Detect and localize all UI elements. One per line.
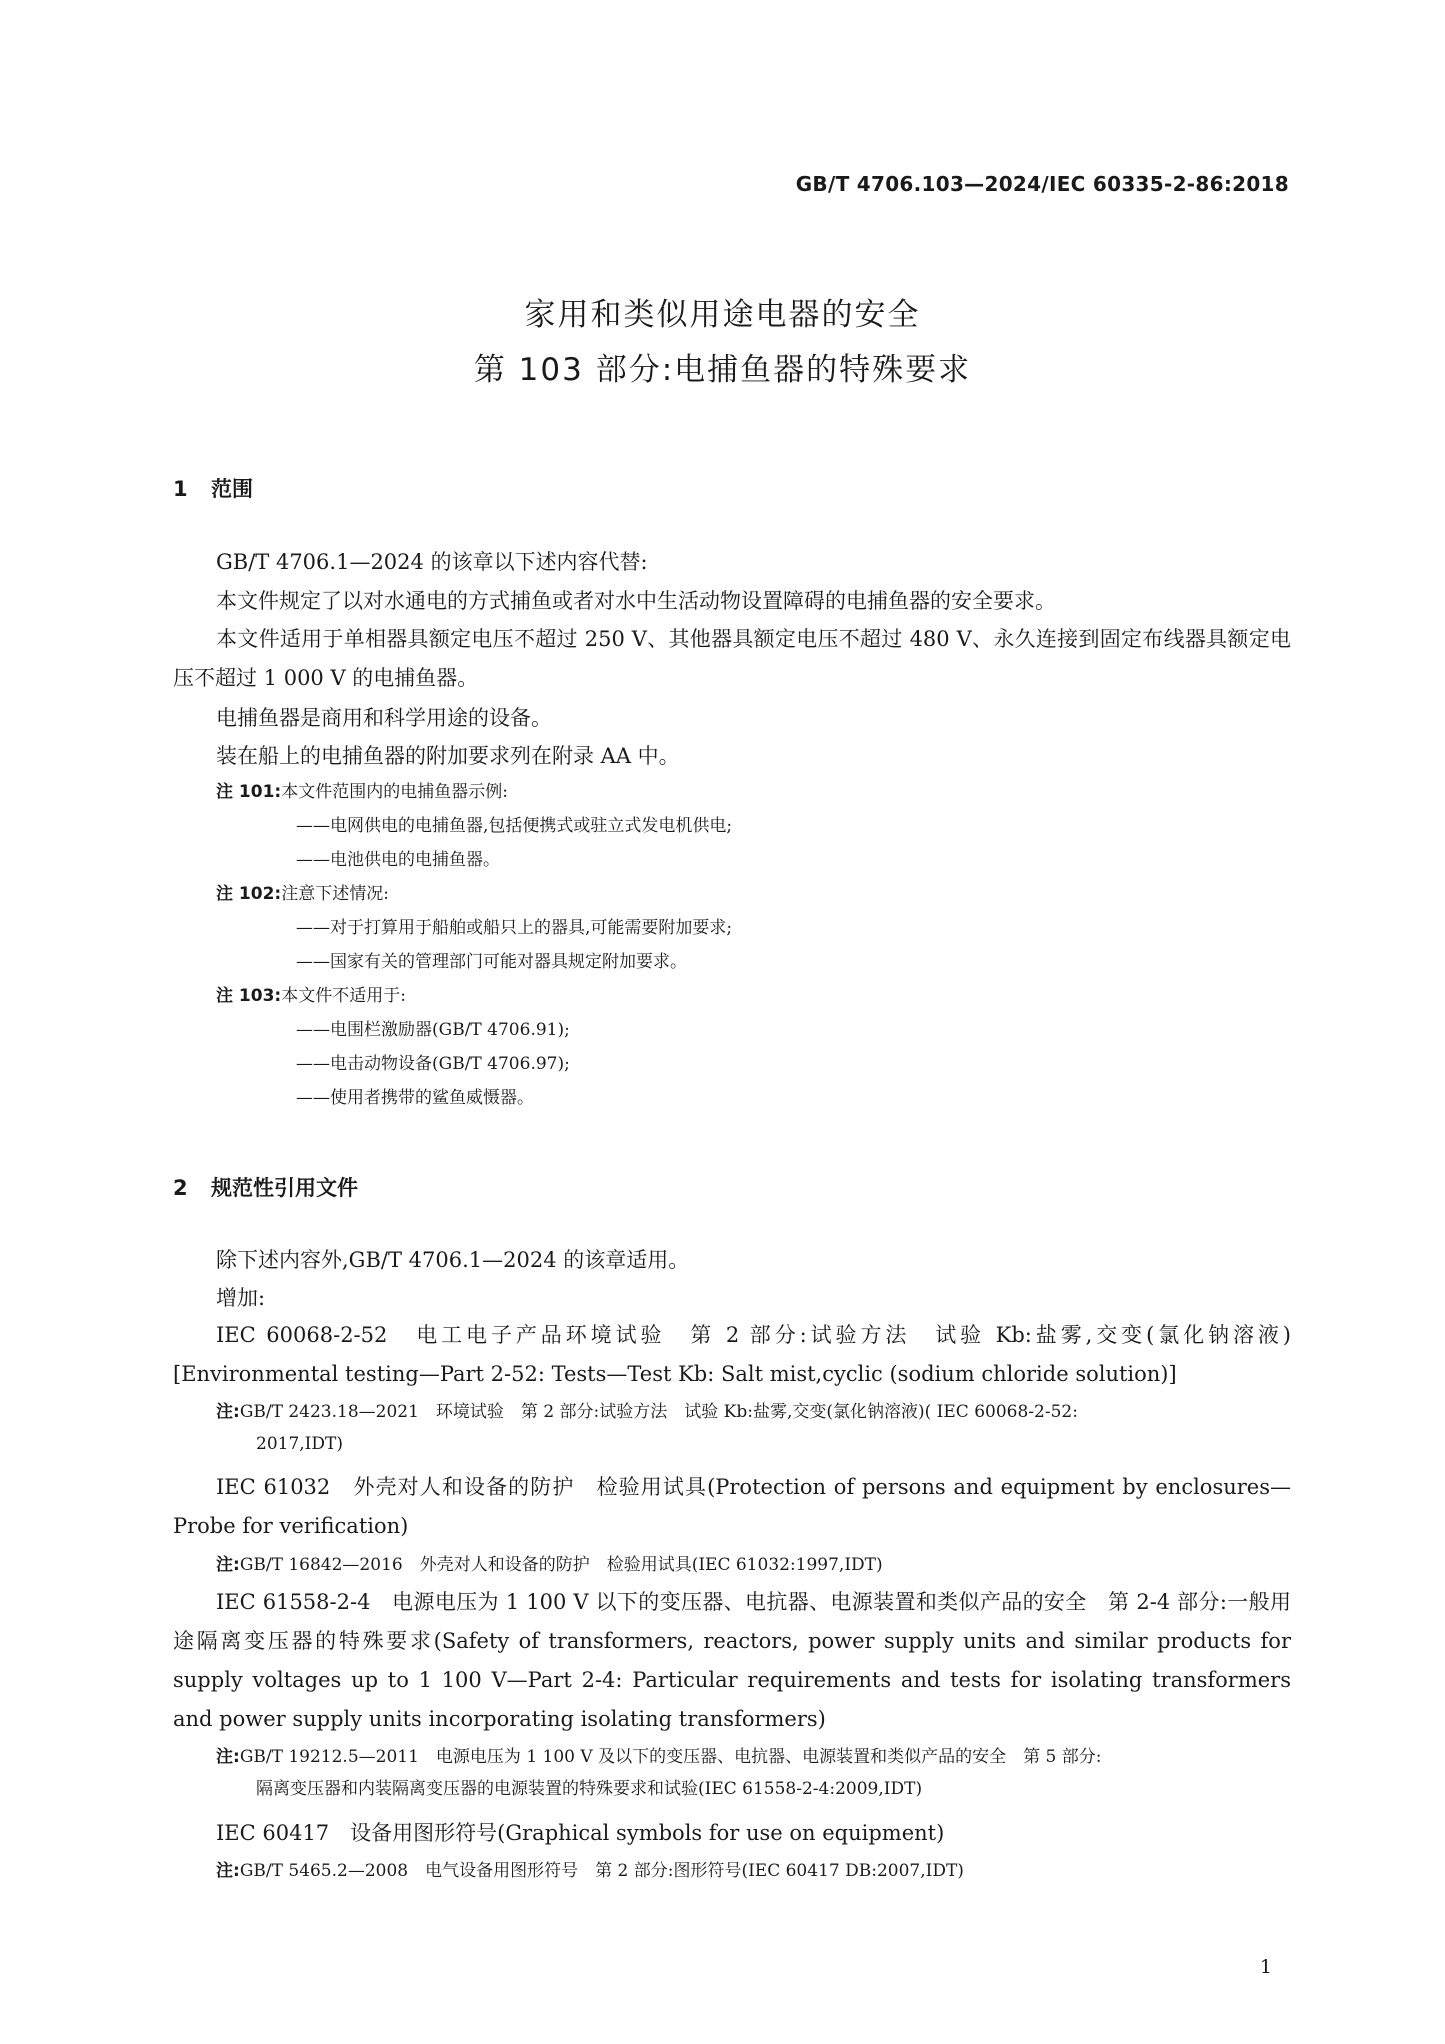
reference-note: [216, 1741, 1291, 1805]
section-title: 规范性引用文件: [211, 1176, 358, 1200]
paragraph: 装在船上的电捕鱼器的附加要求列在附录 AA 中。: [216, 744, 680, 768]
paragraph: 除下述内容外,GB/T 4706.1—2024 的该章适用。: [216, 1248, 690, 1272]
note-label: 注 103:: [216, 986, 282, 1006]
paragraph: 增加:: [216, 1286, 266, 1310]
paragraph: GB/T 4706.1—2024 的该章以下述内容代替:: [216, 550, 648, 574]
note-label: 注:: [216, 1555, 240, 1575]
note-list-item: ——电网供电的电捕鱼器,包括便携式或驻立式发电机供电;: [296, 816, 733, 836]
note-list-item: ——使用者携带的鲨鱼威慑器。: [296, 1088, 534, 1108]
section-title: 范围: [211, 477, 253, 501]
note-list-item: ——对于打算用于船舶或船只上的器具,可能需要附加要求;: [296, 918, 733, 938]
note-list-item: ——电池供电的电捕鱼器。: [296, 850, 500, 870]
standard-code-header: GB/T 4706.103—2024/IEC 60335-2-86:2018: [795, 172, 1289, 196]
note-102: [216, 886, 389, 903]
reference-note: [216, 1396, 1291, 1460]
note-label: 注:: [216, 1402, 240, 1422]
note-text: 注意下述情况:: [281, 884, 389, 904]
reference-note: [216, 1855, 1291, 1887]
document-title-line1: 家用和类似用途电器的安全: [524, 297, 921, 333]
note-label: 注:: [216, 1747, 240, 1767]
reference-entry: IEC 61558-2-4 电源电压为 1 100 V 以下的变压器、电抗器、电源装置和类似产品的安全 第 2-4 部分:一般用途隔离变压器的特殊要求(Safety of transformers, reactors, power supply units and similar products for supply voltages up to 1 100 V—Part 2-4: Particular requirements and tests for isolating transformers and power supply units incorporating isolating transformers): [173, 1590, 1291, 1731]
note-text: 本文件范围内的电捕鱼器示例:: [281, 782, 508, 802]
note-103: [216, 988, 406, 1005]
reference-entry: IEC 61032 外壳对人和设备的防护 检验用试具(Protection of persons and equipment by enclosures—Probe for verification): [173, 1475, 1291, 1538]
page-number: 1: [1259, 1956, 1272, 1978]
section-1-heading: [173, 479, 253, 500]
note-label: 注:: [216, 1861, 240, 1881]
note-text: GB/T 2423.18—2021 环境试验 第 2 部分:试验方法 试验 Kb:盐雾,交变(氯化钠溶液)( IEC 60068-2-52:: [239, 1402, 1078, 1422]
note-list-item: ——电击动物设备(GB/T 4706.97);: [296, 1054, 570, 1074]
paragraph: 本文件适用于单相器具额定电压不超过 250 V、其他器具额定电压不超过 480 V、永久连接到固定布线器具额定电压不超过 1 000 V 的电捕鱼器。: [173, 627, 1291, 690]
section-number: 1: [173, 477, 188, 501]
section-2-heading: [173, 1178, 358, 1199]
reference-note: [216, 1549, 1291, 1581]
note-label: 注 102:: [216, 884, 282, 904]
note-label: 注 101:: [216, 782, 282, 802]
document-title-line2: 第 103 部分:电捕鱼器的特殊要求: [473, 352, 972, 388]
paragraph: 本文件规定了以对水通电的方式捕鱼或者对水中生活动物设置障碍的电捕鱼器的安全要求。: [216, 589, 1056, 613]
note-text: 2017,IDT): [256, 1434, 343, 1454]
paragraph: 电捕鱼器是商用和科学用途的设备。: [216, 706, 552, 730]
reference-entry: IEC 60417 设备用图形符号(Graphical symbols for use on equipment): [216, 1821, 945, 1845]
note-text: GB/T 5465.2—2008 电气设备用图形符号 第 2 部分:图形符号(IEC 60417 DB:2007,IDT): [239, 1861, 964, 1881]
note-text: GB/T 19212.5—2011 电源电压为 1 100 V 及以下的变压器、电抗器、电源装置和类似产品的安全 第 5 部分:: [239, 1747, 1102, 1767]
note-list-item: ——国家有关的管理部门可能对器具规定附加要求。: [296, 952, 687, 972]
section-number: 2: [173, 1176, 188, 1200]
note-text: GB/T 16842—2016 外壳对人和设备的防护 检验用试具(IEC 61032:1997,IDT): [239, 1555, 883, 1575]
note-list-item: ——电围栏激励器(GB/T 4706.91);: [296, 1020, 570, 1040]
note-101: [216, 784, 508, 801]
reference-entry: IEC 60068-2-52 电工电子产品环境试验 第 2 部分:试验方法 试验 Kb:盐雾,交变(氯化钠溶液)[Environmental testing—Part 2-52: Tests—Test Kb: Salt mist,cyclic (sodium chloride solution)]: [173, 1323, 1291, 1386]
note-text: 隔离变压器和内装隔离变压器的电源装置的特殊要求和试验(IEC 61558-2-4:2009,IDT): [256, 1779, 923, 1799]
note-text: 本文件不适用于:: [281, 986, 406, 1006]
